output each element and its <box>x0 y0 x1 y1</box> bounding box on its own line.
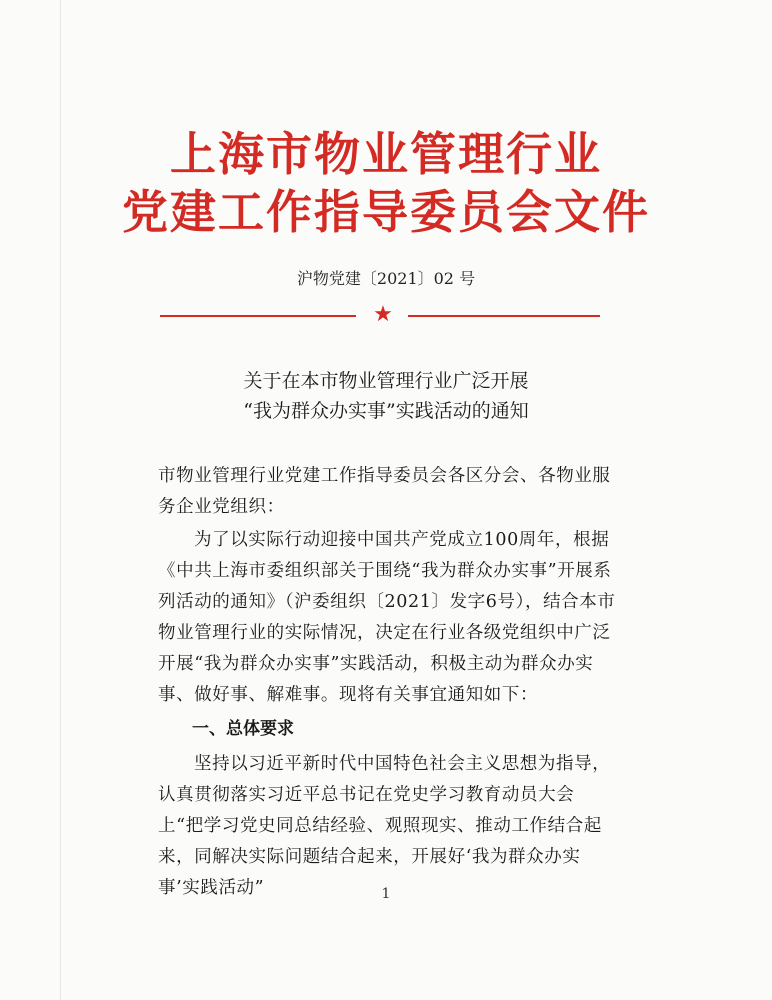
red-star-icon: ★ <box>373 302 393 327</box>
red-divider-left <box>160 315 356 317</box>
header-title-line2: 党建工作指导委员会文件 <box>122 185 650 239</box>
body-paragraph-1: 为了以实际行动迎接中国共产党成立100周年，根据《中共上海市委组织部关于围绕“我为群众办实事”开展系列活动的通知》（沪委组织〔2021〕发字6号），结合本市物业管理行业的实际情况，决定在行业各级党组织中广泛开展“我为群众办实事”实践活动，积极主动为群众办实事、做好事、解难事。现将有关事宜通知如下： <box>158 530 616 705</box>
body-paragraph-2: 坚持以习近平新时代中国特色社会主义思想为指导，认真贯彻落实习近平总书记在党史学习教育动员大会上“把学习党史同总结经验、观照现实、推动工作结合起来，同解决实际问题结合起来，开展好‘我为群众办实事’实践活动” <box>158 754 611 898</box>
page-number: 1 <box>381 886 391 902</box>
header-title-line1: 上海市物业管理行业 <box>170 127 602 181</box>
notice-title-line2: “我为群众办实事”实践活动的通知 <box>243 400 529 422</box>
notice-title-line1: 关于在本市物业管理行业广泛开展 <box>243 370 529 392</box>
addressee: 市物业管理行业党建工作指导委员会各区分会、各物业服务企业党组织： <box>158 466 611 517</box>
section-heading-general-requirements: 一、总体要求 <box>192 719 294 739</box>
document-number: 沪物党建〔2021〕02 号 <box>296 269 476 288</box>
red-divider-right <box>408 315 600 317</box>
